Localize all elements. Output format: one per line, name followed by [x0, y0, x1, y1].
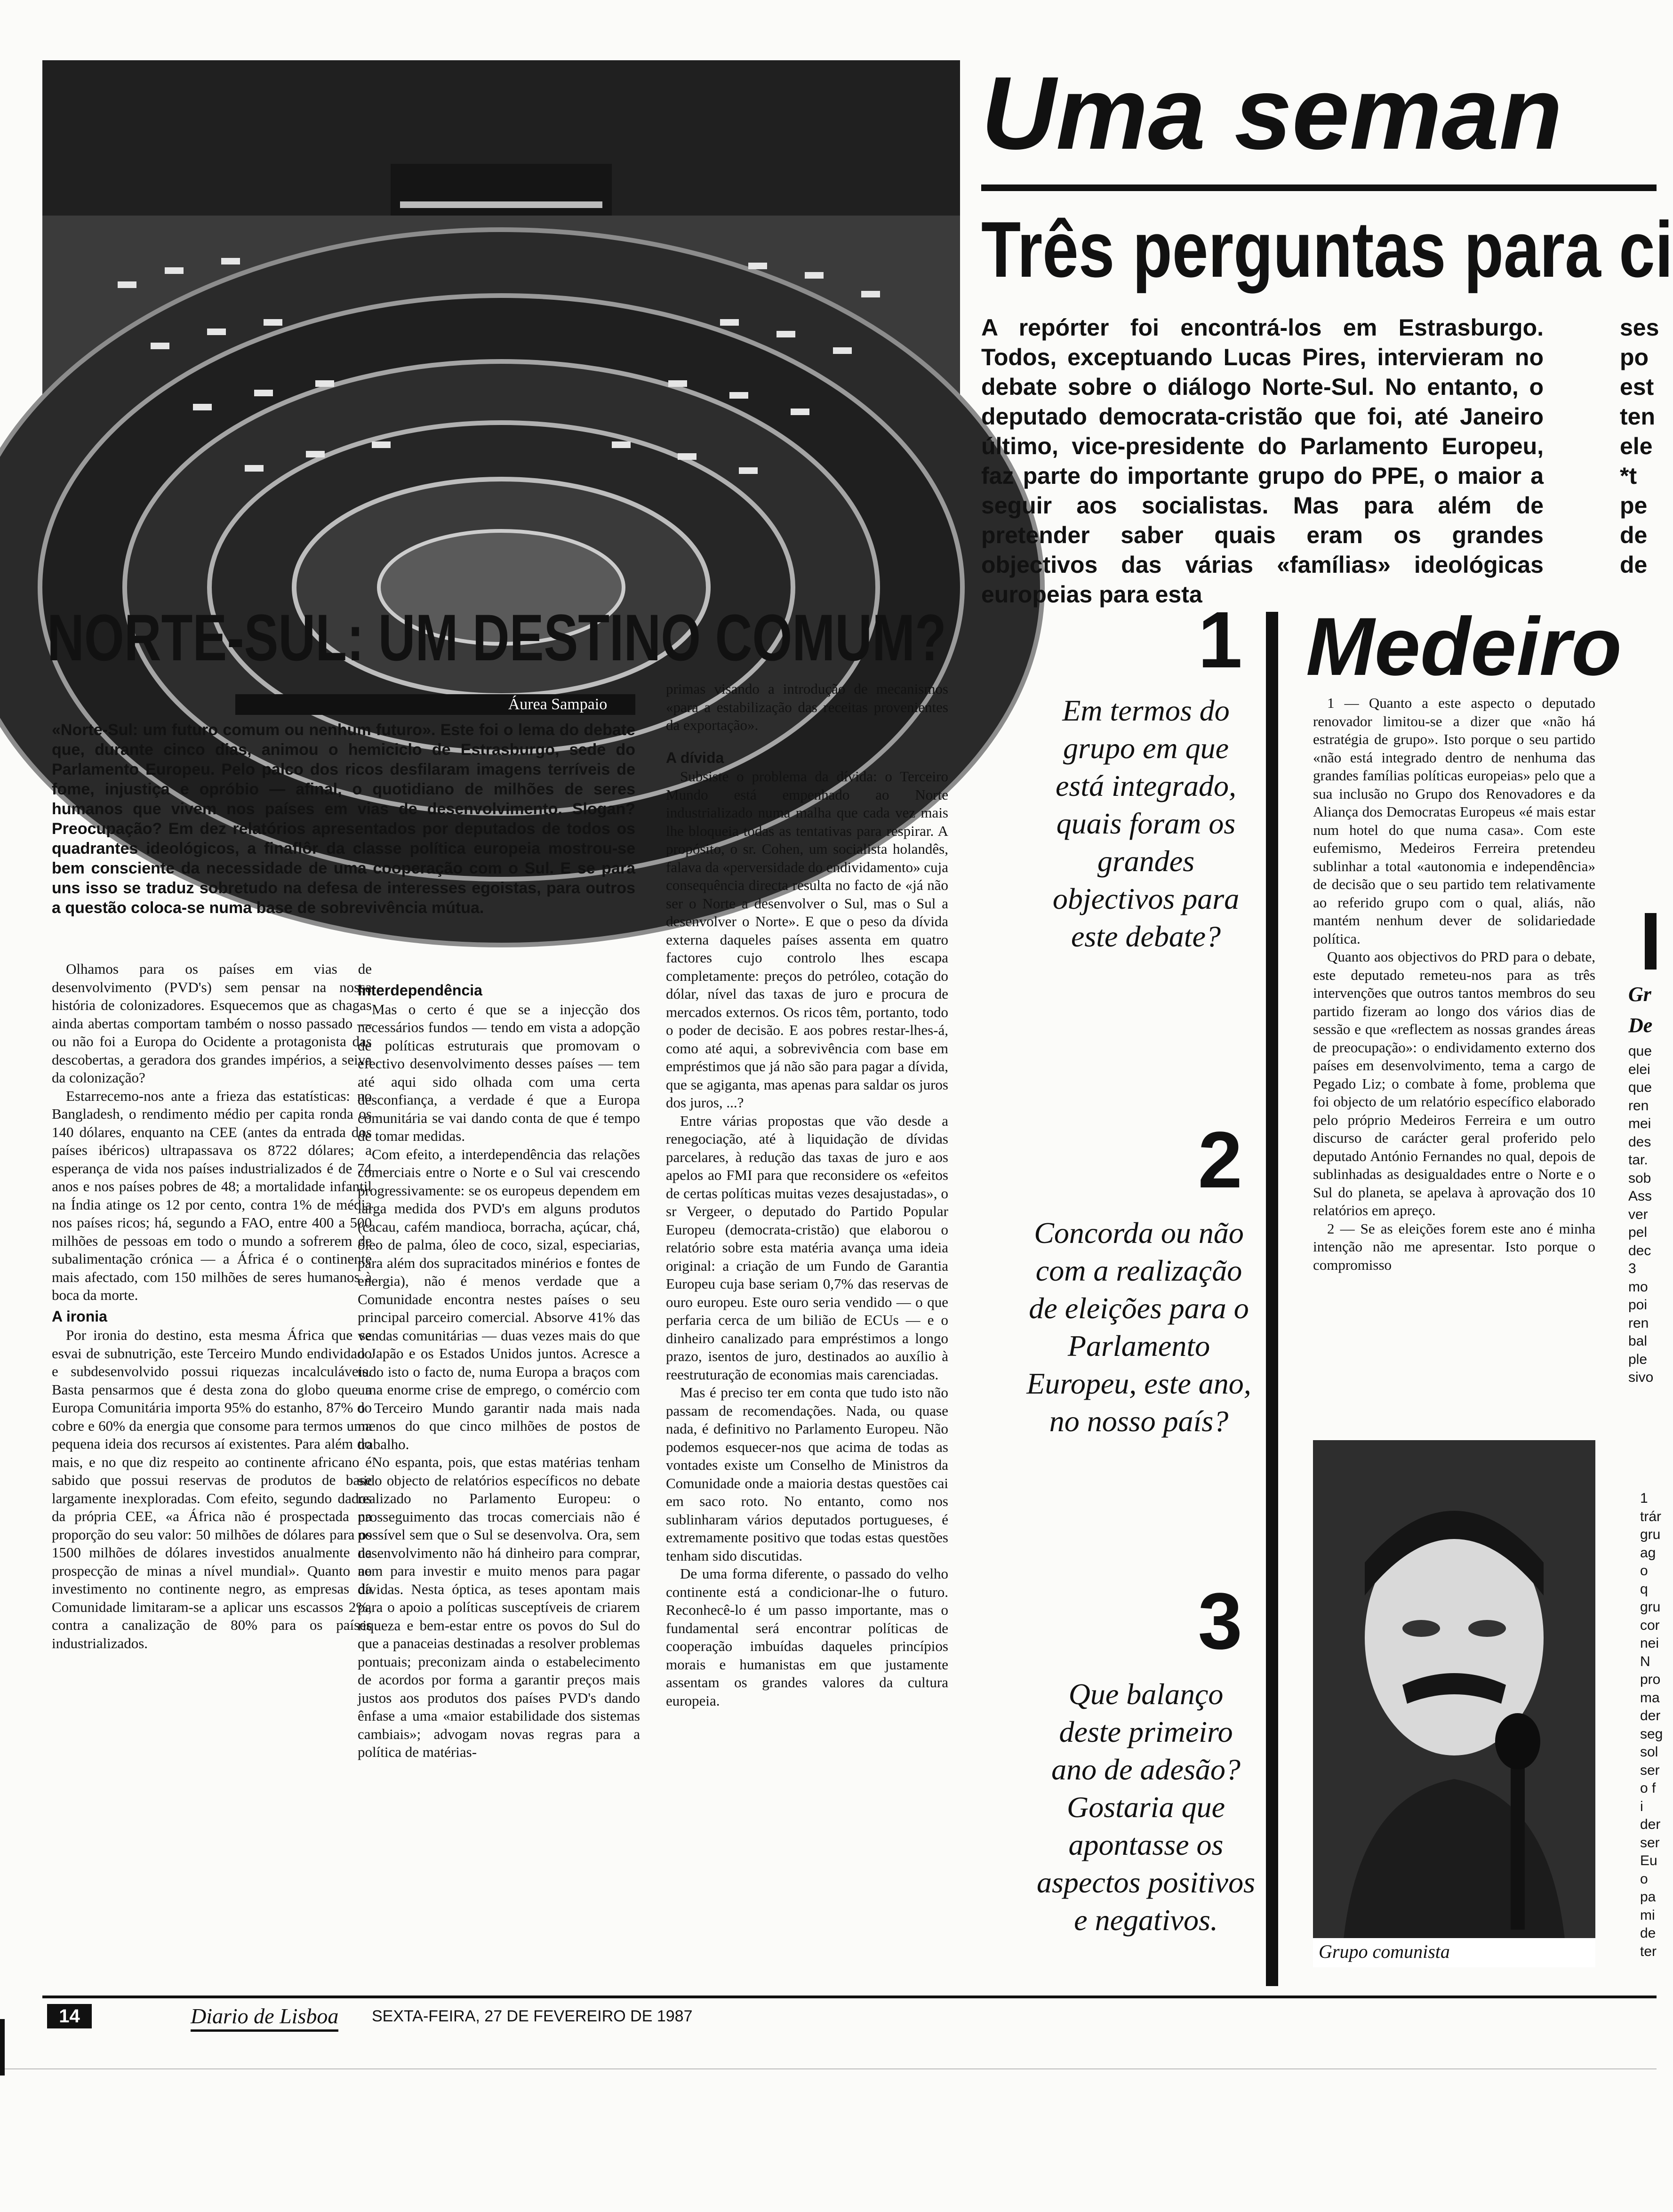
footer-date: SEXTA-FEIRA, 27 DE FEVEREIRO DE 1987 [372, 2007, 693, 2025]
cut-fragment: que [1628, 1080, 1652, 1095]
paragraph: Mas o certo é que se a injecção dos necessários fundos — tendo em vista a adopção de políticas estruturais que promovam o efectivo desenvolvimento desses países — tem até aqui sido olhada com uma certa desconfiança, a verdade é que a Europa comunitária se vai dando conta de que é tempo de tomar medidas. [358, 1001, 640, 1144]
cut-fragment: sivo [1628, 1370, 1654, 1385]
footer-rule [42, 1996, 1657, 1998]
cut-fragment: trár [1640, 1508, 1661, 1524]
intro-cut-line: pe [1620, 492, 1648, 519]
paragraph: Mas é preciso ter em conta que tudo isto não passam de recomendações. Nada, ou quase nada, é definitivo no Parlamento Europeu. Não podemos esquecer-nos que acima de todas as vontades existe um Conselho de Ministros da Comunidade onde a maioria destas questões cai em saco roto. No entanto, como nos sublinharam vários deputados portugueses, é extremamente positivo que todas estas questões tenham sido discutidas. [666, 1384, 948, 1564]
cut-fragment: ple [1628, 1351, 1648, 1367]
article-column-2 [358, 981, 640, 1762]
article-column-3 [666, 680, 948, 1710]
cut-fragment: 3 [1628, 1261, 1636, 1276]
cut-fragment: o q [1640, 1563, 1648, 1597]
cut-fragment: cor [1640, 1617, 1660, 1633]
paragraph: Subsiste o problema da dívida: o Terceiro Mundo está empenhado ao Norte industrializado numa malha que cada vez mais lhe bloqueia todas as tentativas para respirar. A propósito, o sr. Cohen, um socialista holandês, falava da «perversidade do endividamento» cuja consequência directa resulta no facto de «já não ser o Norte a desenvolver o Sul, mas o Sul a desenvolver o Norte». E que o peso da dívida externa daqueles países assenta em quatro factores cujo controlo lhes escapa completamente: preços do petróleo, cotação do dólar, nível das taxas de juro e procura de mercados externos. Os ricos têm, portanto, todo o poder de decisão. E aos pobres restar-lhes-á, como até aqui, a sobrevivência com base em empréstimos que já não são para pagar a dívida, que se agiganta, mas apenas para saldar os juros dos juros, ...? [666, 768, 948, 1111]
page-edge-mark [0, 2019, 5, 2076]
question-number-1: 1 [1198, 595, 1242, 685]
cut-fragment: mi [1640, 1907, 1655, 1923]
paragraph: De uma forma diferente, o passado do velho continente está a condicionar-lhe o futuro. Reconhecê-lo é um passo importante, mas o fundamental será encontrar políticas de cooperação imbuídas daqueles princípios morais e humanistas em que justamente assentam os grandes valores da cultura europeia. [666, 1565, 948, 1709]
portrait-illustration [1313, 1440, 1595, 1967]
article-headline: NORTE-SUL: UM DESTINO COMUM? [47, 601, 946, 674]
subheading-interdependencia: Interdependência [358, 982, 482, 999]
cut-fragment: gru [1640, 1527, 1661, 1542]
cut-fragment: ma [1640, 1690, 1660, 1706]
cut-fragment: dec [1628, 1242, 1651, 1258]
paragraph: Estarrecemo-nos ante a frieza das estatísticas: no Bangladesh, o rendimento médio per capita ronda os 140 dólares, enquanto na CEE (antes da entrada dos países ibéricos) ultrapassava os 8722 dólares; a esperança de vida nos países industrializados é de 74 anos e nos países pobres de 48; a mortalidade infantil na Índia atinge os 12 por cento, contra 1% de média nos países ricos; há, segundo a FAO, entre 400 a 500 milhões de pessoas em todo o mundo a sofrerem de subalimentação crónica — a África é o continente mais afectado, com 150 milhões de seres humanos à boca da morte. [52, 1087, 372, 1303]
paragraph: Quanto aos objectivos do PRD para o debate, este deputado remeteu-nos para as três intervenções que outros tantos membros do seu partido fizeram ao longo dos vários dias de sessão e que «reflectem as nossas grandes áreas de preocupação»: o endividamento externo dos países em desenvolvimento, tema a cargo de Pegado Liz; o combate à fome, problema que foi objecto de um relatório específico elaborado pelo próprio Medeiros Ferreira e um outro discurso de carácter geral proferido pelo deputado António Fernandes no qual, depois de sublinhadas as desigualdades entre o Norte e o Sul do planeta, se apelava à aprovação dos 10 relatórios em apreço. [1313, 948, 1595, 1218]
paragraph: 2 — Se as eleições forem este ano é minha intenção não me apresentar. Isto porque o compromisso [1313, 1220, 1595, 1273]
photo-caption: Grupo comunista [1319, 1941, 1450, 1962]
question-3: Que balanço deste primeiro ano de adesão? Gostaria que apontasse os aspectos positivos e negativos. [1037, 1677, 1255, 1937]
cut-fragment: nei [1640, 1635, 1659, 1651]
cut-fragment: ren [1628, 1315, 1649, 1331]
intro-paragraph: A repórter foi encontrá-los em Estrasburgo. Todos, exceptuando Lucas Pires, intervieram no debate sobre o diálogo Norte-Sul. No entanto, o deputado democrata-cristão que foi, até Janeiro último, vice-presidente do Parlamento Europeu, faz parte do importante grupo do PPE, o maior a seguir aos socialistas. Mas para além de pretender saber quais eram os grandes objectivos das várias «famílias» ideológicas europeias para esta [981, 314, 1544, 608]
section-title: Três perguntas para ci [981, 205, 1673, 294]
cut-fragment: ag [1640, 1545, 1656, 1561]
cut-fragment: Gr [1628, 983, 1651, 1006]
cut-fragment: sol [1640, 1744, 1658, 1760]
cut-fragment: N [1640, 1653, 1650, 1669]
page-number: 14 [59, 2006, 80, 2027]
intro-cut-line: est [1620, 374, 1654, 400]
cut-fragment: ter [1640, 1943, 1657, 1959]
cut-fragment: tar. [1628, 1152, 1648, 1168]
cut-fragment: ren [1628, 1098, 1649, 1114]
cut-fragment: der [1640, 1708, 1661, 1723]
cut-fragment: ser [1640, 1835, 1660, 1851]
intro-cut-line: *t [1620, 463, 1637, 489]
paragraph: primas visando a introdução de mecanismos «para a estabilização das receitas provenientes da exportação». [666, 681, 948, 733]
cut-fragment: 1 [1640, 1491, 1648, 1506]
cut-fragment: Eu [1640, 1853, 1657, 1868]
parliament-photo [42, 60, 960, 559]
intro-cut-line: de [1620, 522, 1648, 548]
cut-fragment: pel [1628, 1225, 1648, 1240]
paragraph: Com efeito, a interdependência das relações comerciais entre o Norte e o Sul vai crescendo progressivamente: se os europeus dependem em larga medida dos PVD's em alguns produtos (cacau, cafém mandioca, borracha, açúcar, chá, óleo de palma, óleo de coco, sizal, especiarias, para além dos supracitados minérios e fontes de energia), não é menos verdade que a Comunidade encontra nestes países o seu principal parceiro comercial. Absorve 41% das vendas comunitárias — duas vezes mais do que o Japão e os Estados Unidos juntos. Acresce a tudo isto o facto de, numa Europa a braços com uma enorme crise de emprego, o comércio com o Terceiro Mundo garantir nada mais nada menos do que cinco milhões de postos de trabalho. [358, 1146, 640, 1452]
cut-fragment: seg [1640, 1726, 1663, 1742]
subheading-divida: A dívida [666, 749, 724, 766]
cut-fragment: elei [1628, 1061, 1650, 1077]
intro-cut-line: po [1620, 344, 1649, 370]
cut-fragment: mei [1628, 1116, 1651, 1131]
cut-fragment: o [1640, 1871, 1648, 1887]
paragraph: 1 — Quanto a este aspecto o deputado renovador limitou-se a dizer que «não há estratégia de grupo». Isto porque o seu partido «não está integrado dentro de nenhuma das grandes famílias políticas europeias» pelo que a sua inclusão no Grupo dos Renovadores e da Aliança dos Democratas Europeus «é mais estar num hotel do que numa casa». Com este eufemismo, Medeiros Ferreira pretendeu sublinhar a total «autonomia e independência» de decisão que o seu partido tem relativamente ao referido grupo com o qual, aliás, não mantém nenhum dever de solidariedade política. [1313, 695, 1595, 947]
cut-fragment: ver [1628, 1206, 1648, 1222]
cut-fragment: ser [1640, 1762, 1660, 1778]
article-column-1 [52, 960, 372, 1652]
cut-fragment: bal [1628, 1333, 1648, 1349]
cut-fragment: De [1628, 1014, 1653, 1037]
intro-cut-line: ses [1620, 314, 1659, 341]
paragraph: Por ironia do destino, esta mesma África que se esvai de subnutrição, este Terceiro Mundo endividado e subdesenvolvido possui riquezas incalculáveis. Basta pensarmos que é desta zona do globo que a Europa Comunitária importa 95% do estanho, 87% do cobre e 60% da energia que consome para termos uma pequena ideia dos recursos aí existentes. Para além do mais, e no que diz respeito ao continente africano é sabido que possui reservas de produtos de base largamente inexploradas. Com efeito, segundo dados da própria CEE, «a África não é prospectada na proporção do seu valor: 50 milhões de dólares para os 1500 milhões de dólares investidos anualmente na prospecção de minas a nível mundial». Quanto ao investimento no continente negro, as empresas da Comunidade limitaram-se a aplicar uns escassos 2%, contra a canalização de 80% para os países industrializados. [52, 1327, 372, 1651]
question-number-3: 3 [1198, 1577, 1242, 1666]
byline: Áurea Sampaio [508, 696, 608, 713]
paragraph: Entre várias propostas que vão desde a renegociação, até à liquidação de dívidas parcelares, à redução das taxas de juro e aos apelos ao FMI para que reconsidere os «efeitos de certas políticas muitas vezes desajustadas», o sr Vergeer, o deputado do Partido Popular Europeu (democrata-cristão) que elaborou o relatório sobre esta matéria avança uma ideia original: a criação de um Fundo de Garantia Europeu cuja base seriam 0,7% das reservas de ouro europeu. Este ouro seria vendido — o que perfaria cerca de um bilião de ECUs — e o dinheiro canalizado para empréstimos a longo prazo, isentos de juro, destinados ao auxílio à reestruturação de economias mais carenciadas. [666, 1112, 948, 1383]
cut-fragment: pa [1640, 1889, 1656, 1905]
hemicycle-illustration [42, 60, 960, 559]
paragraph: Olhamos para os países em vias de desenvolvimento (PVD's) sem pensar na nossa história de colonizadores. Esquecemos que as chagas ainda abertas comportam também o nosso passado — ou não foi a Europa do Ocidente a protagonista das descobertas, a geradora dos grandes impérios, a seiva da colonização? [52, 961, 372, 1086]
newspaper-name: Diario de Lisboa [191, 2003, 338, 2032]
article-lead: «Norte-Sul: um futuro comum ou nenhum futuro». Este foi o lema do debate que, durante cinco dias, animou o hemiciclo de Estrasburgo, sede do Parlamento Europeu. Pelo palco dos ricos desfilaram imagens terríveis de fome, injustiça e opróbio — afinal, o quotidiano de milhões de seres humanos que vivem nos países em vias de desenvolvimento. Slogan? Preocupação? Em dez relatórios apresentados por deputados de todos os quadrantes ideológicos, a finaflôr da classe política europeia mostrou-se bem consciente da necessidade de uma cooperação com o Sul. E se para uns isso se traduz sobretudo na defesa de interesses egoistas, para outros a questão coloca-se numa base de sobrevivência mútua. [52, 721, 635, 917]
question-2: Concorda ou não com a realização de eleições para o Parlamento Europeu, este ano, no nosso país? [1026, 1216, 1251, 1438]
cut-fragment: gru [1640, 1599, 1661, 1615]
cut-fragment: i [1640, 1798, 1643, 1814]
medeiros-column [1313, 694, 1595, 1274]
intro-cut-column [1620, 313, 1657, 580]
cut-fragment: Ass [1628, 1188, 1652, 1204]
subheading-ironia: A ironia [52, 1307, 107, 1325]
question-1: Em termos do grupo em que está integrado, quais foram os grandes objectivos para este debate? [1052, 694, 1240, 953]
medeiros-title: Medeiro [1306, 601, 1622, 693]
right-strip-bottom [1640, 1490, 1663, 1961]
top-headline: Uma seman [981, 55, 1563, 171]
cut-fragment: pro [1640, 1672, 1661, 1687]
page-edge-line [0, 2068, 1657, 2069]
right-strip-top [1628, 979, 1657, 1041]
portrait-photo [1313, 1440, 1595, 1967]
headline-rule [981, 184, 1657, 191]
right-strip-middle [1628, 1042, 1657, 1387]
intro-cut-line: de [1620, 552, 1648, 578]
vertical-divider [1266, 612, 1278, 1986]
cut-fragment: de [1640, 1925, 1656, 1941]
paragraph: No espanta, pois, que estas matérias tenham sido objecto de relatórios específicos no debate realizado no Parlamento Europeu: o prosseguimento das trocas comerciais não é possível sem que o Sul se desenvolva. Ora, sem desenvolvimento não há dinheiro para comprar, nem para investir e muito menos para pagar dívidas. Nesta óptica, as teses apontam mais para o apoio a políticas susceptíveis de criarem riqueza e bem-estar entre os povos do Sul do que a panaceias destinadas a resolver problemas pontuais; preconizam ainda o estabelecimento de acordos por forma a garantir preços mais justos aos produtos dos países PVD's dando ênfase a uma «maior estabilidade dos sistemas cambiais»; advogam novas regras para a política de matérias- [358, 1454, 640, 1760]
cut-fragment: o f [1640, 1780, 1656, 1796]
cut-fragment: que [1628, 1043, 1652, 1059]
cut-fragment: des [1628, 1134, 1651, 1150]
cut-fragment: sob [1628, 1170, 1651, 1186]
intro-cut-line: ten [1620, 403, 1655, 430]
cut-fragment: der [1640, 1817, 1661, 1832]
cut-fragment: mo [1628, 1279, 1648, 1295]
intro-cut-line: ele [1620, 433, 1653, 459]
question-number-2: 2 [1198, 1115, 1242, 1205]
right-photo-fragment [1645, 913, 1657, 970]
cut-fragment: poi [1628, 1297, 1648, 1313]
